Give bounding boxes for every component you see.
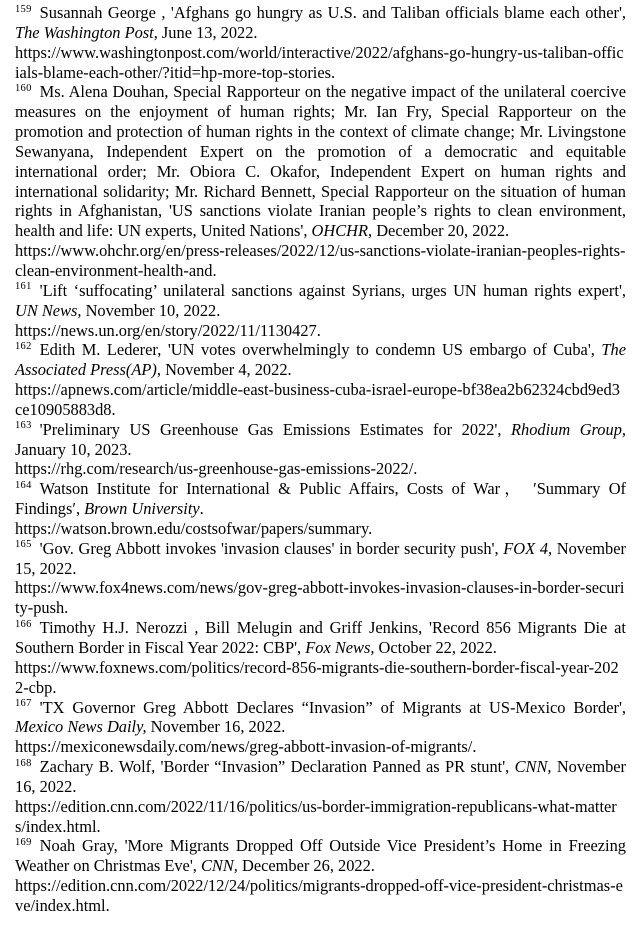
citation-url: https://www.washingtonpost.com/world/interactive/2022/afghans-go-hungry-us-taliban-officials-blame-each-other/?itid=hp-more-top-stories. (15, 42, 624, 82)
footnote-number: 165 (15, 539, 32, 551)
citation-url: https://edition.cnn.com/2022/11/16/politics/us-border-immigration-republicans-what-matters/index.html. (15, 796, 617, 836)
publication-name: Mexico News Daily, (15, 717, 147, 737)
citation-text: November 10, 2022. (81, 300, 221, 320)
footnote-item (15, 698, 626, 758)
citation-text: November 16, 2022. (15, 757, 627, 796)
publication-name: CNN, (514, 757, 552, 777)
footnote-item (15, 3, 626, 82)
citation-text: November 15, 2022. (15, 538, 626, 578)
citation-url: https://www.ohchr.org/en/press-releases/2022/12/us-sanctions-violate-iranian-peoples-rights-clean-environment-health-and. (15, 241, 626, 280)
footnote-item (15, 479, 626, 539)
footnote-number: 162 (15, 340, 32, 352)
citation-url: https://rhg.com/research/us-greenhouse-gas-emissions-2022/. (15, 459, 418, 479)
citation-url: https://edition.cnn.com/2022/12/24/politics/migrants-dropped-off-vice-president-christmas-eve/index.html. (15, 876, 623, 915)
publication-name: Fox News, (305, 638, 375, 657)
footnote-item (15, 340, 626, 419)
publication-name: Rhodium Group, (510, 419, 626, 439)
publication-name: The Associated Press(AP) (15, 340, 626, 380)
footnote-list (15, 3, 626, 916)
footnote-item (15, 539, 626, 618)
citation-text: 'TX Governor Greg Abbott Declares “Invasion” of Migrants at US-Mexico Border', (39, 697, 626, 717)
publication-name: UN News, (15, 300, 82, 320)
citation-text: June 13, 2022. (157, 22, 258, 42)
footnote-item (15, 82, 626, 280)
citation-url: https://mexiconewsdaily.com/news/greg-abbott-invasion-of-migrants/. (15, 737, 477, 757)
footnote-item (15, 281, 626, 341)
publication-name: FOX 4, (503, 538, 553, 558)
citation-text: Ms. Alena Douhan, Special Rapporteur on the negative impact of the unilateral coercive measures on the enjoyment of human rights; Mr. Ian Fry, Special Rapporteur on the promotion and protection of human rights in the context of climate change; Mr. Livingstone Sewanyana, Independent Expert on the promotion of a democratic and equitable international order; Mr. Obiora C. Okafor, Independent Expert on human rights and international solidarity; Mr. Richard Bennett, Special Rapporteur on the situation of human rights in Afghanistan, 'US sanctions violate Iranian people’s rights to clean environment, health and life: UN experts, United Nations', (15, 82, 626, 241)
footnote-number: 169 (15, 836, 32, 848)
footnote-item (15, 618, 626, 697)
citation-text: 'Lift ‘suffocating’ unilateral sanctions against Syrians, urges UN human rights expert', (39, 280, 626, 300)
citation-text: October 22, 2022. (374, 638, 497, 657)
citation-text: , November 4, 2022. (156, 360, 292, 380)
publication-name: The Washington Post, (15, 22, 158, 42)
citation-text: . (199, 499, 204, 519)
citation-url: https://www.foxnews.com/politics/record-856-migrants-die-southern-border-fiscal-year-2022-cbp. (15, 657, 619, 697)
footnote-number: 167 (15, 698, 32, 710)
citation-url: https://apnews.com/article/middle-east-business-cuba-israel-europe-bf38ea2b62324cbd9ed3ce10905883d8. (15, 380, 620, 419)
footnote-number: 164 (15, 479, 32, 491)
citation-text: Noah Gray, 'More Migrants Dropped Off Outside Vice President’s Home in Freezing Weather on Christmas Eve', (15, 836, 626, 876)
citation-text: 'Preliminary US Greenhouse Gas Emissions Estimates for 2022', (39, 419, 511, 439)
footnote-item (15, 420, 626, 480)
footnote-number: 168 (15, 757, 32, 769)
citation-text: December 26, 2022. (237, 856, 375, 876)
citation-text: Zachary B. Wolf, 'Border “Invasion” Declaration Panned as PR stunt', (39, 757, 515, 777)
citation-text: Timothy H.J. Nerozzi , Bill Melugin and Griff Jenkins, 'Record 856 Migrants Die at Southern Border in Fiscal Year 2022: CBP', (15, 618, 626, 657)
footnote-number: 161 (15, 281, 32, 293)
citation-text: Edith M. Lederer, 'UN votes overwhelmingly to condemn US embargo of Cuba', (39, 340, 602, 360)
footnote-number: 163 (15, 420, 32, 432)
footnote-number: 166 (15, 618, 32, 630)
publication-name: Brown University (84, 499, 200, 519)
footnote-number: 160 (15, 82, 32, 94)
citation-text: 'Gov. Greg Abbott invokes 'invasion clauses' in border security push', (39, 538, 504, 558)
citation-url: https://www.fox4news.com/news/gov-greg-abbott-invokes-invasion-clauses-in-border-security-push. (15, 578, 625, 618)
footnote-item (15, 757, 626, 836)
publication-name: OHCHR, (311, 221, 373, 241)
citation-text: December 20, 2022. (372, 221, 510, 241)
citation-url: https://news.un.org/en/story/2022/11/1130427. (15, 320, 321, 340)
footnote-number: 159 (15, 3, 32, 15)
citation-text: Watson Institute for International & Public Affairs, Costs of War， ′Summary Of Findings′, (15, 479, 626, 519)
citation-text: Susannah George , 'Afghans go hungry as U.S. and Taliban officials blame each other', (39, 3, 626, 22)
citation-text: November 16, 2022. (146, 717, 286, 737)
citation-text: January 10, 2023. (15, 439, 132, 459)
citation-url: https://watson.brown.edu/costsofwar/papers/summary. (15, 518, 373, 538)
footnote-item (15, 836, 626, 915)
publication-name: CNN, (200, 856, 238, 876)
